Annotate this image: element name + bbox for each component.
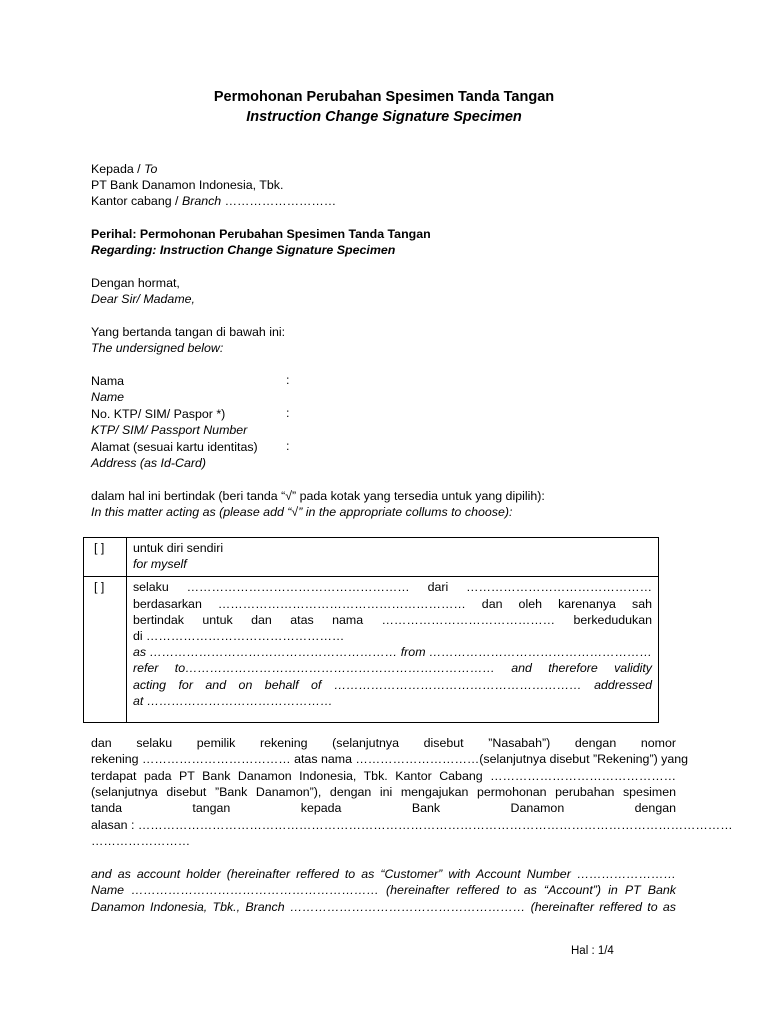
- paragraph-en-line: Name …………………………………………………… (hereinafter reffered to as “Account”) in PT Bank: [91, 883, 676, 897]
- paragraph-id-line: ……………………: [91, 834, 191, 848]
- subject-id: Perihal: Permohonan Perubahan Spesimen Tanda Tangan: [91, 227, 431, 241]
- option-row-representative: [84, 577, 659, 723]
- paragraph-en-line: Danamon Indonesia, Tbk., Branch ………………………………………………… (hereinafter reffered to as: [91, 900, 676, 914]
- option-checkbox-self[interactable]: [ ]: [84, 538, 127, 577]
- paragraph-id-line: rekening ……………………………… atas nama …………………………(selanjutnya disebut ”Rekening”) yang: [91, 752, 689, 766]
- addressee-bank: PT Bank Danamon Indonesia, Tbk.: [91, 178, 284, 192]
- option-self-en: for myself: [132, 557, 187, 572]
- paragraph-id-line: alasan : ………………………………………………………………………………………………………………………………: [91, 818, 733, 832]
- field-address-label: Alamat (sesuai kartu identitas): [91, 440, 258, 454]
- page-number: Hal : 1/4: [571, 945, 614, 957]
- paragraph-id-line: terdapat pada PT Bank Danamon Indonesia, Tbk. Kantor Cabang ………………………………………: [91, 769, 676, 783]
- greeting-en: Dear Sir/ Madame,: [91, 292, 195, 306]
- option-rep-line-en: acting for and on behalf of …………………………………………………… addressed: [132, 677, 652, 692]
- field-id-number-label: No. KTP/ SIM/ Paspor *): [91, 407, 226, 421]
- option-rep-line: selaku ……………………………………………… dari ………………………………………: [132, 580, 652, 595]
- acting-instruction-id: dalam hal ini bertindak (beri tanda “√” pada kotak yang tersedia untuk yang dipilih):: [91, 489, 545, 503]
- option-rep-line: di …………………………………………: [132, 629, 345, 644]
- paragraph-id-line: dan selaku pemilik rekening (selanjutnya disebut ”Nasabah”) dengan nomor: [91, 736, 676, 750]
- addressee-to: Kepada / To: [91, 162, 158, 176]
- field-address-label-en: Address (as Id-Card): [91, 456, 206, 470]
- field-name-label-en: Name: [91, 390, 125, 404]
- option-self-id: untuk diri sendiri: [132, 541, 224, 555]
- option-rep-line-en: refer to………………………………………………………………… and therefore validity: [132, 661, 652, 676]
- field-address-colon: :: [286, 439, 290, 453]
- option-text-representative: [126, 577, 658, 723]
- option-rep-line-en: at ………………………………………: [132, 693, 333, 708]
- paragraph-id-line: tanda tangan kepada Bank Danamon dengan: [91, 801, 676, 815]
- addressee-branch: Kantor cabang / Branch ………………………: [91, 194, 337, 208]
- option-checkbox-representative[interactable]: [ ]: [84, 577, 127, 723]
- option-rep-line: bertindak untuk dan atas nama …………………………………… berkedudukan: [132, 612, 652, 627]
- field-id-number-colon: :: [286, 406, 290, 420]
- option-text-self: [126, 538, 658, 577]
- paragraph-id-line: (selanjutnya disebut ”Bank Danamon”), dengan ini mengajukan permohonan perubahan spesimen: [91, 785, 676, 799]
- acting-instruction-en: In this matter acting as (please add “√” in the appropriate collums to choose):: [91, 505, 513, 519]
- greeting-id: Dengan hormat,: [91, 276, 180, 290]
- option-rep-line: berdasarkan …………………………………………………… dan oleh karenanya sah: [132, 596, 652, 611]
- field-id-number-label-en: KTP/ SIM/ Passport Number: [91, 423, 248, 437]
- field-name-colon: :: [286, 373, 290, 387]
- acting-options-table: [83, 537, 659, 723]
- document-title: Permohonan Perubahan Spesimen Tanda Tangan: [213, 89, 555, 105]
- option-row-self: [84, 538, 659, 577]
- intro-en: The undersigned below:: [91, 341, 224, 355]
- paragraph-en-line: and as account holder (hereinafter reffered to as “Customer” with Account Number ……………………: [91, 867, 676, 881]
- subject-en: Regarding: Instruction Change Signature Specimen: [91, 243, 396, 257]
- document-subtitle: Instruction Change Signature Specimen: [246, 109, 522, 125]
- intro-id: Yang bertanda tangan di bawah ini:: [91, 325, 286, 339]
- field-name-label: Nama: [91, 374, 125, 388]
- option-rep-line-en: as …………………………………………………… from ………………………………………………: [132, 645, 652, 660]
